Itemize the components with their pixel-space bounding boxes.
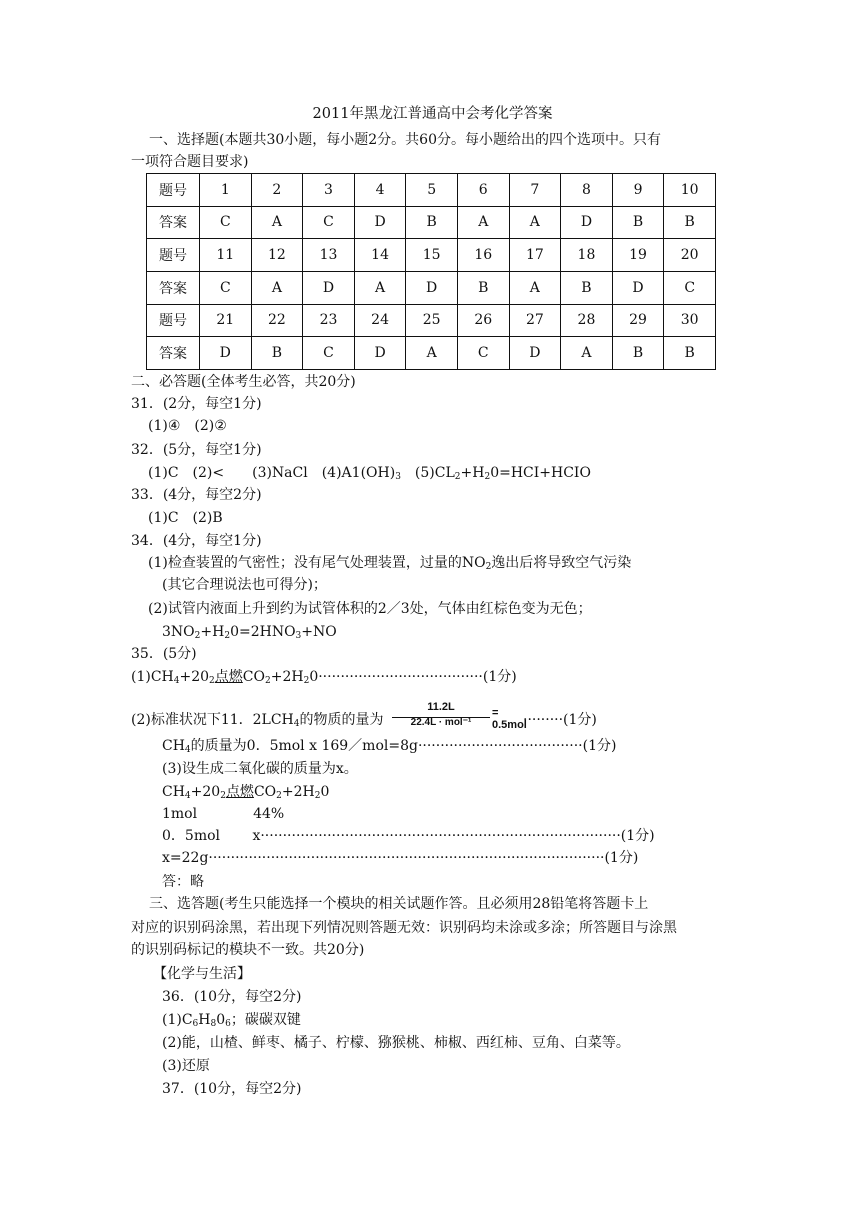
q33-answer: (1)C (2)B — [148, 510, 223, 526]
moles-fraction — [392, 701, 527, 731]
q35-ratio-2: 0．5mol x·················································································(1分) — [162, 828, 655, 844]
q34-heading: 34．(4分，每空1分) — [131, 533, 262, 549]
table-cell: 1 — [200, 174, 252, 207]
q32-heading: 32．(5分，每空1分) — [131, 442, 262, 458]
section1-intro-line1: 一、选择题(本题共30小题，每小题2分。共60分。每小题给出的四个选项中。只有 — [149, 132, 661, 148]
table-cell: 15 — [406, 239, 458, 272]
q36-heading: 36．(10分，每空2分) — [162, 989, 302, 1005]
table-cell: B — [561, 271, 613, 304]
table-row — [147, 206, 716, 239]
q36-answer-3: (3)还原 — [162, 1058, 210, 1074]
table-cell: 12 — [251, 239, 303, 272]
table-cell: 14 — [354, 239, 406, 272]
table-cell: D — [612, 271, 664, 304]
q34-answer-1-note: (其它合理说法也可得分)； — [162, 577, 327, 593]
table-cell: A — [251, 206, 303, 239]
section3-intro-line1: 三、选答题(考生只能选择一个模块的相关试题作答。且必须用28铅笔将答题卡上 — [149, 896, 649, 912]
table-cell: 22 — [251, 304, 303, 337]
answer-table — [146, 173, 716, 370]
table-cell: 20 — [664, 239, 716, 272]
module-heading: 【化学与生活】 — [153, 966, 251, 982]
table-cell: D — [561, 206, 613, 239]
document-title: 2011年黑龙江普通高中会考化学答案 — [312, 106, 553, 122]
table-cell: B — [457, 271, 509, 304]
table-cell: 3 — [303, 174, 355, 207]
table-cell: C — [200, 206, 252, 239]
q35-mass-line: $CH_4$的质量为0．5mol x 169／mol=8g·····································(1分) — [162, 738, 617, 755]
section3-intro-line3: 的识别码标记的模块不一致。共20分) — [131, 942, 365, 958]
table-row-label: 题号 — [147, 304, 200, 337]
table-row — [147, 174, 716, 207]
table-cell: C — [303, 206, 355, 239]
table-cell: 27 — [509, 304, 561, 337]
section1-intro-line2: 一项符合题目要求) — [131, 154, 249, 170]
q35-ratio-1: 1mol 44% — [162, 806, 285, 822]
table-cell: D — [200, 337, 252, 370]
table-cell: 28 — [561, 304, 613, 337]
q31-heading: 31．(2分，每空1分) — [131, 396, 262, 412]
q34-answer-1: (1)检查装置的气密性；没有尾气处理装置，过量的$NO_2$逸出后将导致空气污染 — [148, 555, 632, 572]
table-cell: A — [561, 337, 613, 370]
q35-result: x=22g·························································································(1分) — [162, 850, 639, 866]
table-row-label: 答案 — [147, 271, 200, 304]
table-row — [147, 239, 716, 272]
table-cell: 8 — [561, 174, 613, 207]
table-cell: 4 — [354, 174, 406, 207]
table-cell: 26 — [457, 304, 509, 337]
q35-answer: 答：略 — [162, 874, 204, 890]
table-cell: A — [509, 271, 561, 304]
table-cell: D — [303, 271, 355, 304]
table-cell: 6 — [457, 174, 509, 207]
q33-heading: 33．(4分，每空2分) — [131, 487, 262, 503]
q37-heading: 37．(10分，每空2分) — [162, 1081, 302, 1097]
q31-answer: (1)④ (2)② — [148, 418, 227, 434]
table-cell: 7 — [509, 174, 561, 207]
table-cell: 10 — [664, 174, 716, 207]
table-cell: A — [251, 271, 303, 304]
q36-answer-1: $(1)C_6H_80_6$；碳碳双键 — [162, 1012, 301, 1029]
table-cell: B — [251, 337, 303, 370]
table-cell: 19 — [612, 239, 664, 272]
q34-equation: $3NO_2+H_20=2HNO_3+NO$ — [162, 624, 337, 641]
table-cell: 30 — [664, 304, 716, 337]
q35-part3: (3)设生成二氧化碳的质量为x。 — [162, 761, 358, 777]
table-cell: B — [664, 206, 716, 239]
section3-intro-line2: 对应的识别码涂黑，若出现下列情况则答题无效：识别码均未涂或多涂；所答题目与涂黑 — [131, 920, 677, 936]
q35-part2-score: ·········(1分) — [523, 712, 597, 728]
table-cell: B — [612, 206, 664, 239]
table-cell: 11 — [200, 239, 252, 272]
table-row — [147, 304, 716, 337]
table-cell: C — [457, 337, 509, 370]
table-cell: D — [354, 337, 406, 370]
table-cell: A — [509, 206, 561, 239]
table-cell: C — [303, 337, 355, 370]
table-cell: D — [509, 337, 561, 370]
table-cell: 16 — [457, 239, 509, 272]
table-cell: 17 — [509, 239, 561, 272]
table-cell: D — [406, 271, 458, 304]
table-cell: 2 — [251, 174, 303, 207]
q35-equation-2: $CH_4+20_2$点燃$CO_2+2H_20$ — [162, 784, 330, 801]
table-row — [147, 271, 716, 304]
section2-heading: 二、必答题(全体考生必答，共20分) — [131, 374, 356, 390]
q32-answer: (1)C (2)< (3)NaCl $(4)A1(OH)_3$ $(5)CL_2+H_20=HCI+HCIO$ — [148, 465, 591, 482]
table-row — [147, 337, 716, 370]
table-row-label: 答案 — [147, 337, 200, 370]
table-cell: 5 — [406, 174, 458, 207]
table-cell: C — [664, 271, 716, 304]
q35-equation-1: $(1)CH_4+20_2$点燃$CO_2+2H_20\cdot\cdot\cdot\cdot\cdot\cdot\cdot\cdot\cdot\cdot\cdot\cdot\cdot\cdot\cdot\cdot\cdot\cdot\cdot\cdot\cdot\cdot\cdot\cdot\cdot\cdot\cdot\cdot\cdot\cdot\cdot\cdot\cdot\cdot\cdot\cdot\cdot(1$分) — [131, 669, 517, 686]
q35-heading: 35．(5分) — [131, 646, 197, 662]
table-cell: A — [457, 206, 509, 239]
table-cell: B — [612, 337, 664, 370]
table-cell: 9 — [612, 174, 664, 207]
table-row-label: 题号 — [147, 174, 200, 207]
table-cell: 25 — [406, 304, 458, 337]
table-cell: 29 — [612, 304, 664, 337]
table-cell: 13 — [303, 239, 355, 272]
q36-answer-2: (2)能，山楂、鲜枣、橘子、柠檬、猕猴桃、柿椒、西红柿、豆角、白菜等。 — [162, 1035, 630, 1051]
table-row-label: 答案 — [147, 206, 200, 239]
table-cell: A — [354, 271, 406, 304]
table-cell: 18 — [561, 239, 613, 272]
table-row-label: 题号 — [147, 239, 200, 272]
fraction-numerator: 11.2L — [427, 701, 455, 713]
fraction-denominator: 22.4L · mol⁻¹ — [410, 717, 472, 728]
table-cell: C — [200, 271, 252, 304]
fraction-result: = 0.5mol — [492, 707, 527, 731]
table-cell: D — [354, 206, 406, 239]
q35-part2-text: (2)标准状况下11．$2LCH_4$的物质的量为 — [131, 712, 384, 729]
table-cell: 24 — [354, 304, 406, 337]
table-cell: 23 — [303, 304, 355, 337]
table-cell: 21 — [200, 304, 252, 337]
table-cell: A — [406, 337, 458, 370]
table-cell: B — [664, 337, 716, 370]
q34-answer-2: (2)试管内液面上升到约为试管体积的2／3处，气体由红棕色变为无色； — [148, 601, 592, 617]
table-cell: B — [406, 206, 458, 239]
